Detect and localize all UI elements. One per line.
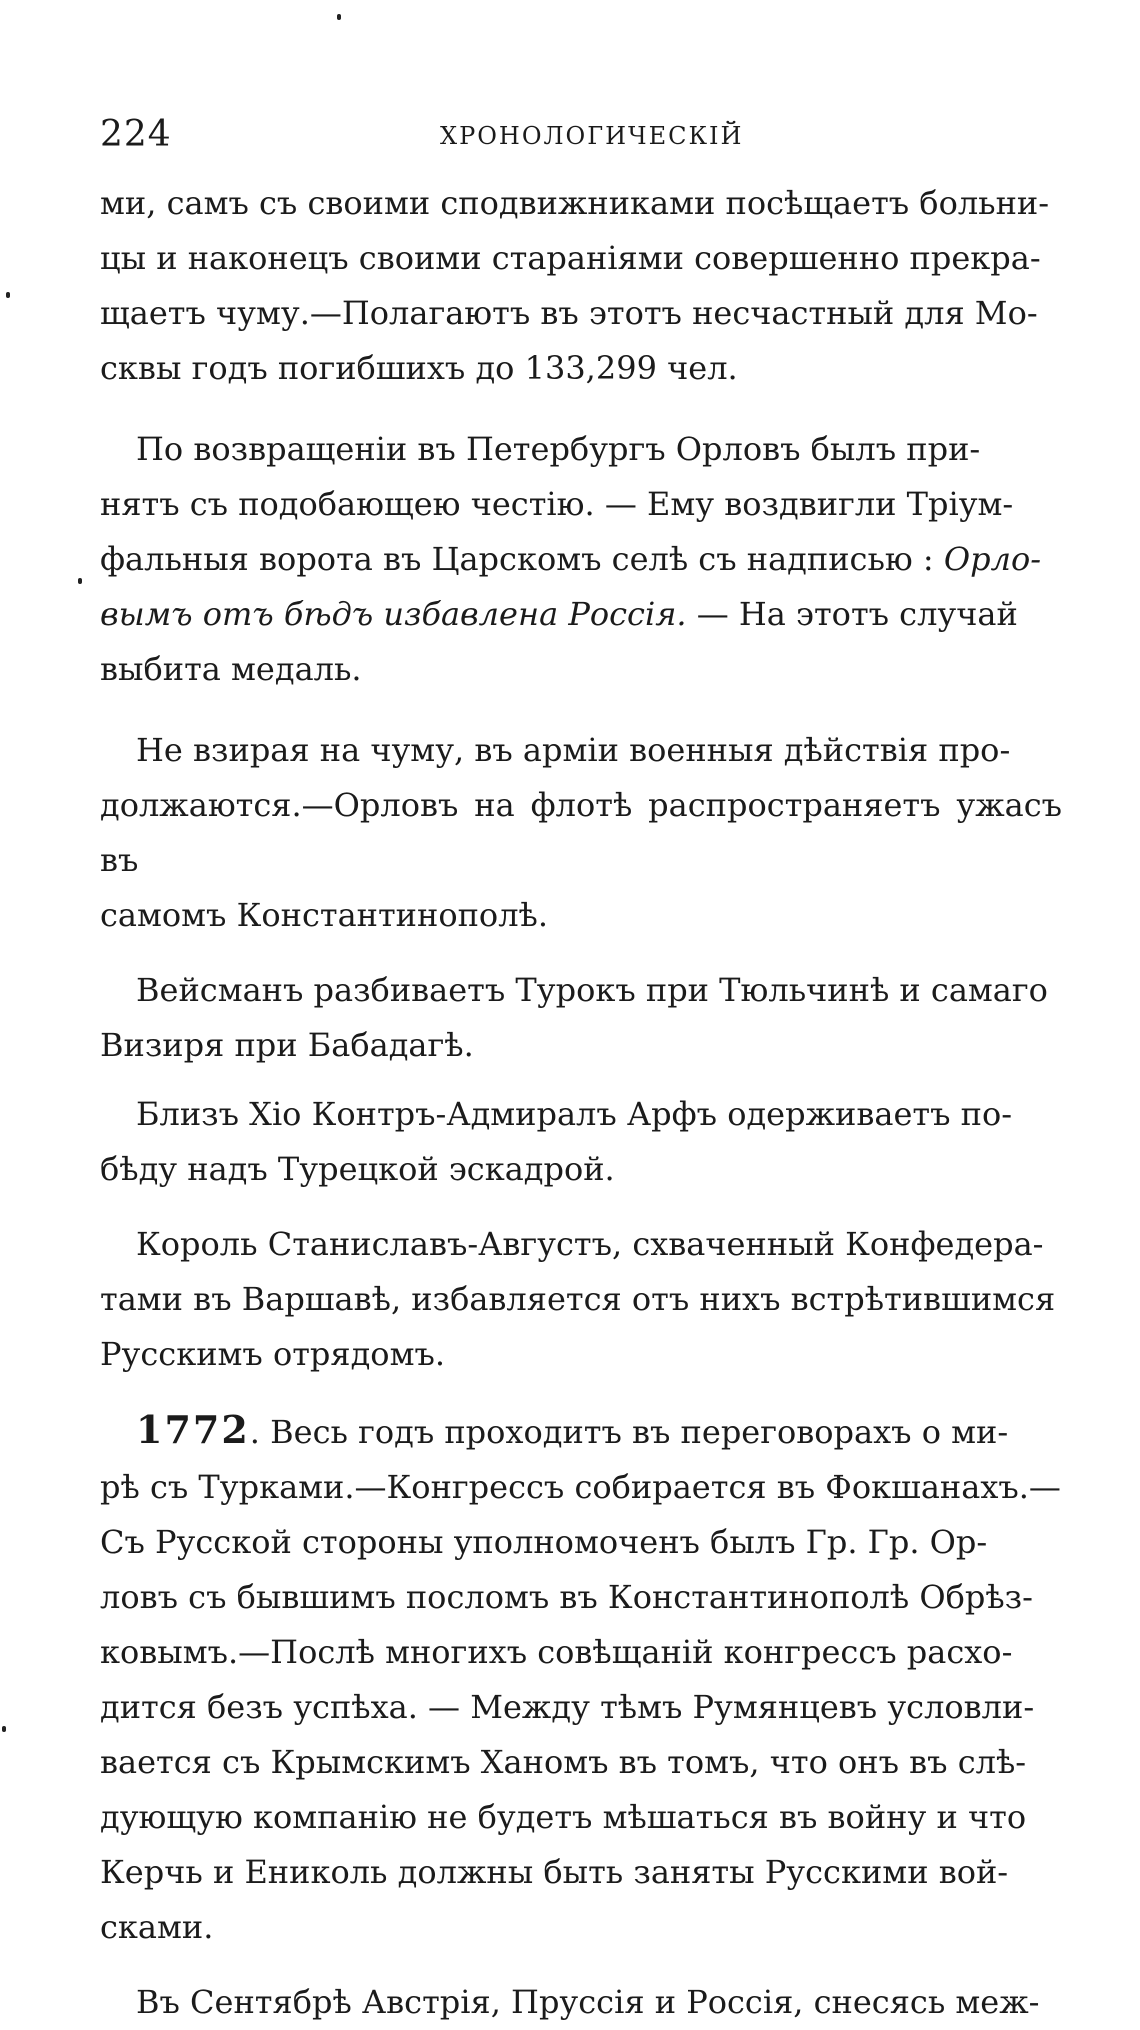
paragraph-text: . Весь годъ проходитъ въ переговорахъ о ми- рѣ съ Турками.—Конгрессъ собирается въ Фокшанахъ.— Съ Русской стороны уполномоченъ былъ Гр. Гр. Ор- ловъ съ бывшимъ посломъ въ Константинополѣ Обрѣз- ковымъ.—Послѣ многихъ совѣщаній конгрессъ расхо- дится безъ успѣха. — Между тѣмъ Румянцевъ условли- вается съ Крымскимъ Ханомъ въ томъ, что онъ въ слѣ- дующую компанію не будетъ мѣшаться въ войну и что Керчь и Ениколь должны быть заняты Русскими вой- сками. [100,1413,1061,1946]
running-head: ХРОНОЛОГИЧЕСКІЙ [440,122,744,150]
inscription-text: Орло- вымъ отъ бѣдъ избавлена Россія. [100,540,1042,633]
paragraph-1772 [100,1402,1062,1955]
paragraph-stanislaus: Король Станиславъ-Августъ, схваченный Конфедера- тами въ Варшавѣ, избавляется отъ нихъ встрѣтившимся Русскимъ отрядомъ. [100,1225,1056,1373]
body-text [100,176,1062,2030]
paragraph-weismann: Вейсманъ разбиваетъ Турокъ при Тюльчинѣ и самаго Визиря при Бабадагѣ. [100,971,1048,1064]
page-header [100,110,1060,160]
paragraph-text: По возвращеніи въ Петербургъ Орловъ былъ при- нятъ съ подобающею честію. — Ему воздвигли Тріум- фальныя ворота въ Царскомъ селѣ съ надписью : [100,430,1014,578]
paragraph-chios: Близъ Хіо Контръ-Адмиралъ Арфъ одерживаетъ по- бѣду надъ Турецкой эскадрой. [100,1095,1013,1188]
paragraph-plague-continuation [100,176,1062,396]
ink-speck [2,1726,6,1732]
ink-speck [6,292,10,298]
page-number: 224 [100,114,172,155]
text-line: сквы годъ погибшихъ до 133,299 чел. [100,349,738,387]
paragraph-september: Въ Сентябрѣ Австрія, Пруссія и Россія, снесясь меж- [136,1983,1040,2021]
text-line: ми, самъ съ своими сподвижниками посѣщаетъ больни- [100,184,1050,222]
paragraph-army-actions: Не взирая на чуму, въ арміи военныя дѣйствія про- должаются.—Орловъ на флотѣ распространяетъ ужасъ въ самомъ Константинополѣ. [100,731,1062,934]
year-heading: 1772 [136,1407,250,1452]
text-line: цы и наконецъ своими стараніями совершенно прекра- [100,239,1041,277]
paragraph-orlov-return [100,422,1062,697]
text-line: щаетъ чуму.—Полагаютъ въ этотъ несчастный для Мо- [100,294,1038,332]
ink-speck [78,578,82,584]
paragraph-text: — На этотъ случай выбита медаль. [100,595,1018,688]
ink-speck [337,14,341,20]
